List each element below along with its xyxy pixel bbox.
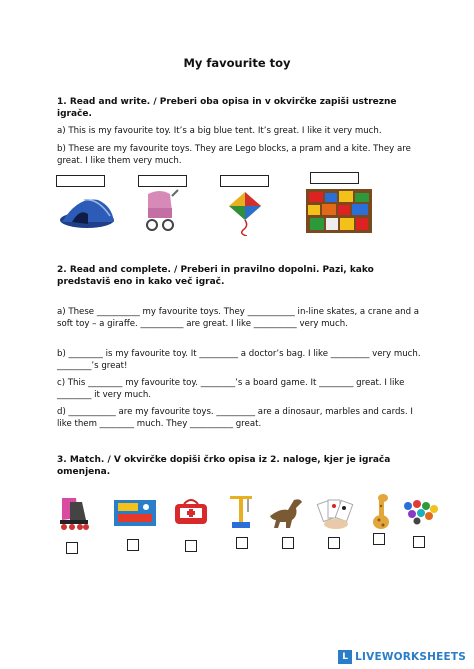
- answer-box-4[interactable]: [310, 172, 359, 184]
- answer-box-1[interactable]: [56, 175, 105, 187]
- section1-text-a: a) This is my favourite toy. It’s a big blue tent. It’s great. I like it very much.: [57, 126, 382, 136]
- section1-heading: 1. Read and write. / Preberi oba opisa in v okvirčke zapiši ustrezne igrače.: [57, 97, 397, 119]
- giraffe-image: [370, 492, 392, 532]
- match-box-marbles[interactable]: [413, 536, 425, 548]
- section2-text-b: b) ________ is my favourite toy. It _________ a doctor’s bag. I like _________ very much. ________’s great!: [57, 349, 421, 372]
- kite-image: [225, 190, 265, 236]
- match-box-board-game[interactable]: [127, 539, 139, 551]
- page-title: My favourite toy: [183, 56, 291, 70]
- match-box-crane[interactable]: [236, 537, 248, 549]
- section2-text-a: a) These __________ my favourite toys. They ___________ in-line skates, a crane and a soft toy – a giraffe. __________ are great. I like __________ very much.: [57, 307, 420, 330]
- lego-blocks-image: [306, 189, 372, 233]
- answer-box-3[interactable]: [220, 175, 269, 187]
- doctors-bag-image: [172, 496, 210, 528]
- section3-heading: 3. Match. / V okvirčke dopiši črko opisa iz 2. naloge, kjer je igrača omenjena.: [57, 455, 391, 477]
- board-game-image: [112, 498, 158, 528]
- section1-text-b: b) These are my favourite toys. They are Lego blocks, a pram and a kite. They are great. I like them very much.: [57, 144, 411, 167]
- liveworksheets-logo-icon: L: [338, 650, 352, 664]
- match-box-cards[interactable]: [328, 537, 340, 549]
- marbles-image: [400, 496, 440, 526]
- answer-box-2[interactable]: [138, 175, 187, 187]
- section2-text-c: c) This ________ my favourite toy. ________’s a board game. It ________ great. I like ________ it very much.: [57, 378, 405, 401]
- dinosaur-image: [266, 494, 306, 530]
- match-box-giraffe[interactable]: [373, 533, 385, 545]
- tent-image: [58, 194, 116, 230]
- pram-image: [140, 188, 180, 234]
- footer-logo: [338, 649, 466, 665]
- section2-heading: 2. Read and complete. / Preberi in pravilno dopolni. Pazi, kako predstaviš eno in kako več igrač.: [57, 265, 374, 287]
- match-box-skates[interactable]: [66, 542, 78, 554]
- cards-image: [316, 496, 356, 530]
- crane-image: [228, 492, 254, 530]
- logo-text: LIVEWORKSHEETS: [355, 651, 466, 663]
- in-line-skates-image: [56, 494, 94, 534]
- match-box-doctors-bag[interactable]: [185, 540, 197, 552]
- section2-text-d: d) ___________ are my favourite toys. _________ are a dinosaur, marbles and cards. I like them ________ much. They __________ great.: [57, 407, 413, 430]
- match-box-dinosaur[interactable]: [282, 537, 294, 549]
